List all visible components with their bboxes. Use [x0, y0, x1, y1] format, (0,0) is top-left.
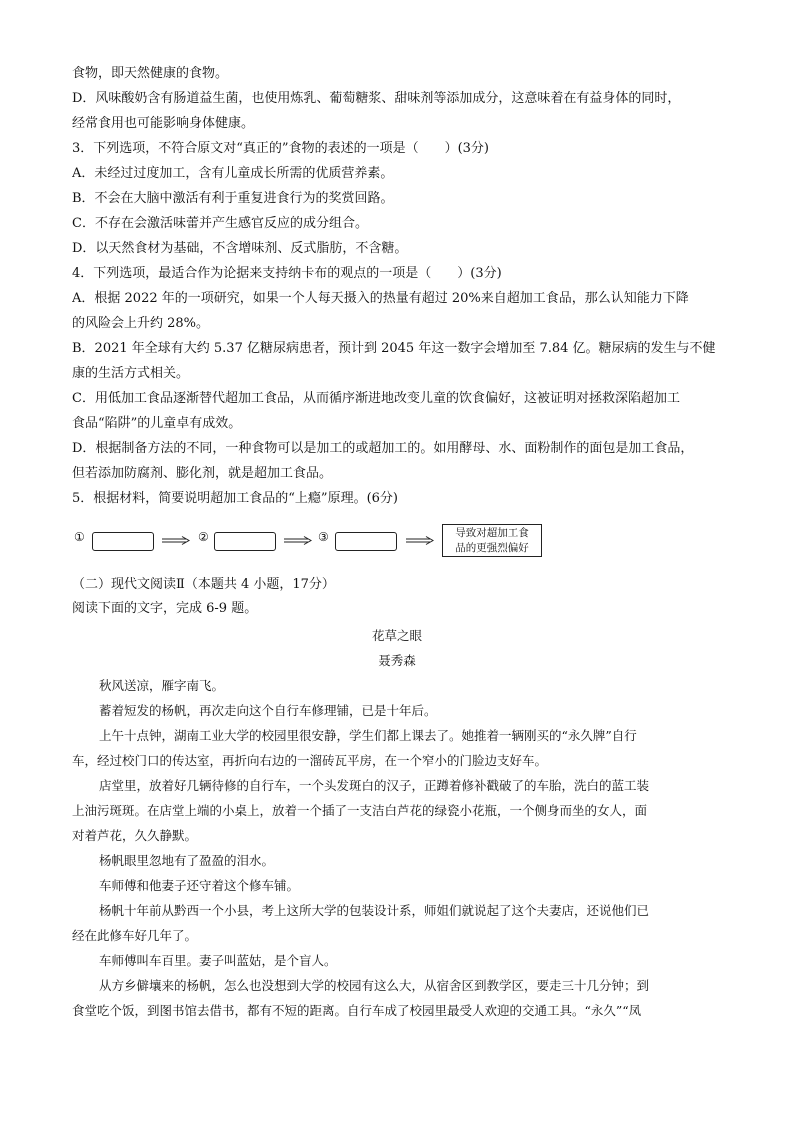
option-3d: D．以天然食材为基础，不含增味剂、反式脂肪，不含糖。: [72, 241, 408, 256]
step-number: ③: [318, 530, 329, 544]
option-3b: B．不会在大脑中激活有利于重复进食行为的奖赏回路。: [72, 191, 394, 206]
paragraph-line: 食堂吃个饭，到图书馆去借书，都有不短的距离。自行车成了校园里最受人欢迎的交通工具。“永久”“凤: [72, 1003, 642, 1018]
option-4c: C．用低加工食品逐渐替代超加工食品，从而循序渐进地改变儿童的饮食偏好，这被证明对拯救深陷超加工: [72, 391, 680, 406]
option-3a: A．未经过过度加工，含有儿童成长所需的优质营养素。: [72, 166, 394, 181]
paragraph-line: 车师傅叫车百里。妻子叫蓝姑，是个盲人。: [99, 953, 337, 968]
result-box: [442, 524, 542, 557]
option-4c-cont: 食品“陷阱”的儿童卓有成效。: [72, 416, 242, 431]
passage-title: 花草之眼: [371, 628, 422, 643]
double-arrow-icon: [162, 536, 190, 545]
passage-author: 聂秀森: [378, 653, 416, 668]
option-4b: B．2021 年全球有大约 5.37 亿糖尿病患者，预计到 2045 年这一数字会增加至 7.84 亿。糖尿病的发生与不健: [72, 341, 716, 356]
step-number: ①: [74, 530, 85, 544]
text-line: 食物，即天然健康的食物。: [72, 66, 229, 81]
result-text: 导致对超加工食: [455, 527, 529, 539]
paragraph-line: 秋风送凉，雁字南飞。: [99, 678, 225, 693]
double-arrow-icon: [284, 536, 312, 545]
instruction: 阅读下面的文字，完成 6-9 题。: [72, 601, 258, 616]
paragraph-line: 对着芦花，久久静默。: [72, 828, 198, 843]
text-line: 经常食用也可能影响身体健康。: [72, 116, 255, 131]
step-number: ②: [198, 530, 209, 544]
question-5: 5．根据材料，简要说明超加工食品的“上瘾”原理。(6分): [72, 491, 398, 506]
paragraph-line: 杨帆眼里忽地有了盈盈的泪水。: [99, 853, 275, 868]
paragraph-line: 车，经过校门口的传达室，再折向右边的一溜砖瓦平房，在一个窄小的门脸边支好车。: [72, 753, 548, 768]
answer-box-1[interactable]: [92, 532, 154, 551]
option-4b-cont: 康的生活方式相关。: [72, 366, 190, 381]
paragraph-line: 从方乡僻壤来的杨帆，怎么也没想到大学的校园有这么大，从宿舍区到教学区，要走三十几分钟；到: [99, 978, 650, 993]
result-text: 品的更强烈偏好: [455, 542, 529, 554]
double-arrow-icon: [406, 536, 434, 545]
option-4a: A．根据 2022 年的一项研究，如果一个人每天摄入的热量有超过 20%来自超加工食品，那么认知能力下降: [72, 291, 689, 306]
paragraph-line: 经在此修车好几年了。: [72, 928, 198, 943]
paragraph-line: 上油污斑斑。在店堂上端的小桌上，放着一个插了一支洁白芦花的绿瓷小花瓶，一个侧身而坐的女人，面: [72, 803, 648, 818]
question-4: 4．下列选项，最适合作为论据来支持纳卡布的观点的一项是（ ）(3分): [72, 266, 502, 281]
paragraph-line: 上午十点钟，湖南工业大学的校园里很安静，学生们都上课去了。她推着一辆刚买的“永久牌”自行: [99, 728, 637, 743]
question-3: 3．下列选项，不符合原文对“真正的”食物的表述的一项是（ ）(3分): [72, 141, 489, 156]
paragraph-line: 蓄着短发的杨帆，再次走向这个自行车修理铺，已是十年后。: [99, 703, 437, 718]
flow-diagram: [72, 524, 552, 564]
option-4d-cont: 但若添加防腐剂、膨化剂，就是超加工食品。: [72, 466, 333, 481]
section-heading: （二）现代文阅读Ⅱ（本题共 4 小题，17分）: [72, 577, 335, 592]
text-line: D．风味酸奶含有肠道益生菌，也使用炼乳、葡萄糖浆、甜味剂等添加成分，这意味着在有益身体的同时，: [72, 91, 681, 106]
paragraph-line: 杨帆十年前从黔西一个小县，考上这所大学的包装设计系，师姐们就说起了这个夫妻店，还说他们已: [99, 903, 650, 918]
option-3c: C．不存在会激活味蕾并产生感官反应的成分组合。: [72, 216, 368, 231]
paragraph-line: 车师傅和他妻子还守着这个修车铺。: [99, 878, 300, 893]
answer-box-3[interactable]: [335, 532, 397, 551]
option-4d: D．根据制备方法的不同，一种食物可以是加工的或超加工的。如用酵母、水、面粉制作的面包是加工食品，: [72, 441, 694, 456]
option-4a-cont: 的风险会上升约 28%。: [72, 316, 210, 331]
answer-box-2[interactable]: [214, 532, 276, 551]
paragraph-line: 店堂里，放着好几辆待修的自行车，一个头发斑白的汉子，正蹲着修补戳破了的车胎，洗白的蓝工装: [99, 778, 650, 793]
